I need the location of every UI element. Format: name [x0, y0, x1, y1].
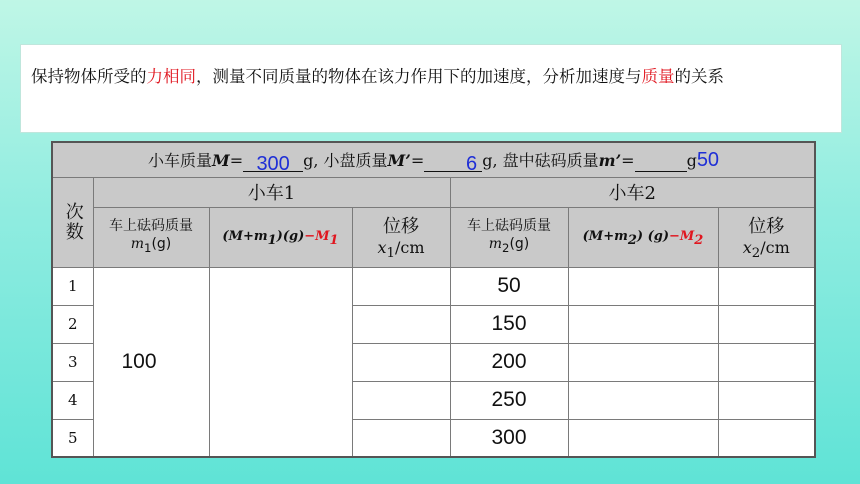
cart2-weight-mass-value: 50 — [450, 267, 568, 305]
cart1-displacement-cell — [352, 343, 450, 381]
cart1-displacement-cell — [352, 267, 450, 305]
cart1-header: 小车1 — [93, 177, 450, 207]
table-header-masses: 小车质量M= 300 g, 小盘质量M’= 6 g, 盘中砝码质量m’= g50 — [52, 142, 815, 177]
count-header: 次数 — [52, 177, 93, 267]
cart2-total-mass-header: $(M+m_2)$ $(g)-M_2$ — [568, 207, 718, 267]
instruction-box — [20, 44, 842, 133]
cart-mass-value: 300 — [256, 152, 290, 175]
cart2-displacement-cell — [718, 305, 815, 343]
cart2-total-mass-cell — [568, 381, 718, 419]
cart2-displacement-cell — [718, 267, 815, 305]
cart2-displacement-cell — [718, 381, 815, 419]
cart1-weight-mass-value: 100 — [93, 267, 209, 457]
cart2-total-mass-cell — [568, 343, 718, 381]
cart2-displacement-cell — [718, 343, 815, 381]
instruction-part3: ，测量不同质量的物体在该力作用下的加速度，分析加速度与 — [196, 67, 642, 86]
row-number: 1 — [52, 267, 93, 305]
cart1-displacement-cell — [352, 381, 450, 419]
instruction-text — [31, 61, 831, 93]
cart2-weight-mass-value: 250 — [450, 381, 568, 419]
cart1-total-mass-cell — [209, 267, 352, 457]
cart2-weight-mass-value: 150 — [450, 305, 568, 343]
plate-mass-value: 6 — [466, 152, 478, 175]
cart2-weight-mass-value: 200 — [450, 343, 568, 381]
cart1-total-mass-header: $(M+m_1)(g)-M_1$ — [209, 207, 352, 267]
table-row — [52, 267, 815, 305]
cart2-weight-mass-value: 300 — [450, 419, 568, 457]
weight-mass-value: 50 — [696, 148, 720, 171]
cart2-header: 小车2 — [450, 177, 815, 207]
cart2-displacement-header: 位移 $x_2/cm$ — [718, 207, 815, 267]
instruction-emphasis-force: 力相同 — [146, 67, 196, 86]
cart2-weight-mass-header: 车上砝码质量$m_2(g)$ — [450, 207, 568, 267]
row-number: 5 — [52, 419, 93, 457]
cart2-displacement-cell — [718, 419, 815, 457]
row-number: 3 — [52, 343, 93, 381]
cart1-displacement-cell — [352, 419, 450, 457]
cart1-displacement-header: 位移 $x_1/cm$ — [352, 207, 450, 267]
cart1-displacement-cell — [352, 305, 450, 343]
cart2-total-mass-cell — [568, 305, 718, 343]
instruction-emphasis-mass: 质量 — [641, 67, 675, 86]
row-number: 2 — [52, 305, 93, 343]
row-number: 4 — [52, 381, 93, 419]
cart1-weight-mass-header: 车上砝码质量$m_1(g)$ — [93, 207, 209, 267]
cart2-total-mass-cell — [568, 267, 718, 305]
data-table — [51, 141, 816, 458]
cart2-total-mass-cell — [568, 419, 718, 457]
instruction-part1: 保持物体所受的 — [31, 67, 147, 86]
instruction-part5: 的关系 — [674, 67, 724, 86]
